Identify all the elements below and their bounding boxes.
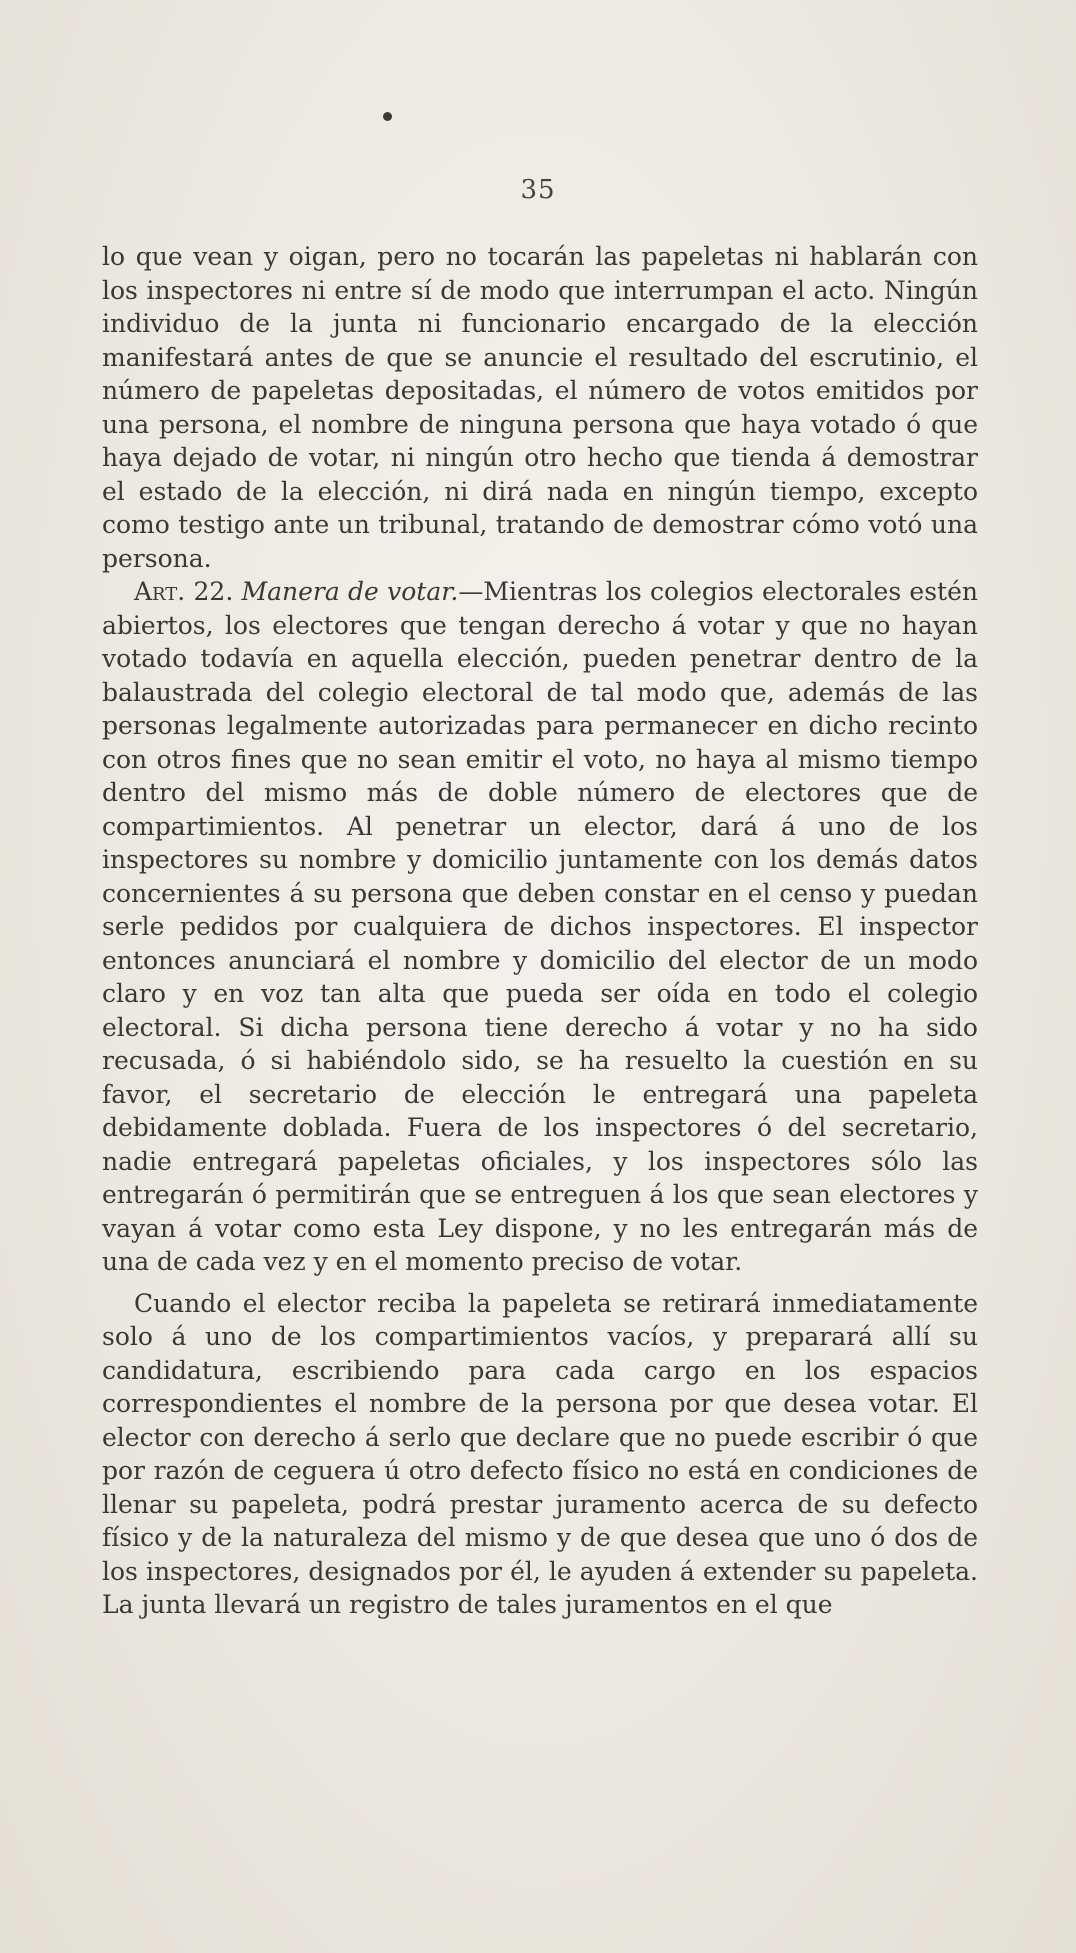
- page-number: 35: [520, 175, 556, 205]
- paragraph-continuation: lo que vean y oigan, pero no tocarán las papeletas ni hablarán con los inspectores ni entre sí de modo que interrumpan el acto. Ningún individuo de la junta ni funcionario encargado de la elección manifestará antes de que se anuncie el resultado del escrutinio, el número de papeletas depositadas, el número de votos emitidos por una persona, el nombre de ninguna persona que haya votado ó que haya dejado de votar, ni ningún otro hecho que tienda á demostrar el estado de la elección, ni dirá nada en ningún tiempo, excepto como testigo ante un tribunal, tratando de demostrar cómo votó una persona.: [102, 242, 978, 573]
- body-text: [102, 240, 978, 1622]
- article-label: Art. 22.: [134, 577, 234, 606]
- article-title: Manera de votar.: [241, 577, 459, 606]
- article-22-paragraph: [102, 575, 978, 1279]
- paragraph-voting-procedure: Cuando el elector reciba la papeleta se retirará inmediatamente solo á uno de los compartimientos vacíos, y preparará allí su candidatura, escribiendo para cada cargo en los espacios correspondientes el nombre de la persona por que desea votar. El elector con derecho á serlo que declare que no puede escribir ó que por razón de ceguera ú otro defecto físico no está en condiciones de llenar su papeleta, podrá prestar juramento acerca de su defecto físico y de la naturaleza del mismo y de que desea que uno ó dos de los inspectores, designados por él, le ayuden á extender su papeleta. La junta llevará un registro de tales juramentos en el que: [102, 1288, 978, 1619]
- article-body: —Mientras los colegios electorales estén abiertos, los electores que tengan derecho á votar y que no hayan votado todavía en aquella elección, pueden penetrar dentro de la balaustrada del colegio electoral de tal modo que, además de las personas legalmente autorizadas para permanecer en dicho recinto con otros fines que no sean emitir el voto, no haya al mismo tiempo dentro del mismo más de doble número de electores que de compartimientos. Al penetrar un elector, dará á uno de los inspectores su nombre y domicilio juntamente con los demás datos concernientes á su persona que deben constar en el censo y puedan serle pedidos por cualquiera de dichos inspectores. El inspector entonces anunciará el nombre y domicilio del elector de un modo claro y en voz tan alta que pueda ser oída en todo el colegio electoral. Si dicha persona tiene derecho á votar y no ha sido recusada, ó si habiéndolo sido, se ha resuelto la cuestión en su favor, el secretario de elección le entregará una papeleta debidamente doblada. Fuera de los inspectores ó del secretario, nadie entregará papeletas oficiales, y los inspectores sólo las entregarán ó permitirán que se entreguen á los que sean electores y vayan á votar como esta Ley dispone, y no les entregarán más de una de cada vez y en el momento preciso de votar.: [102, 577, 978, 1276]
- ink-dot: [383, 112, 392, 121]
